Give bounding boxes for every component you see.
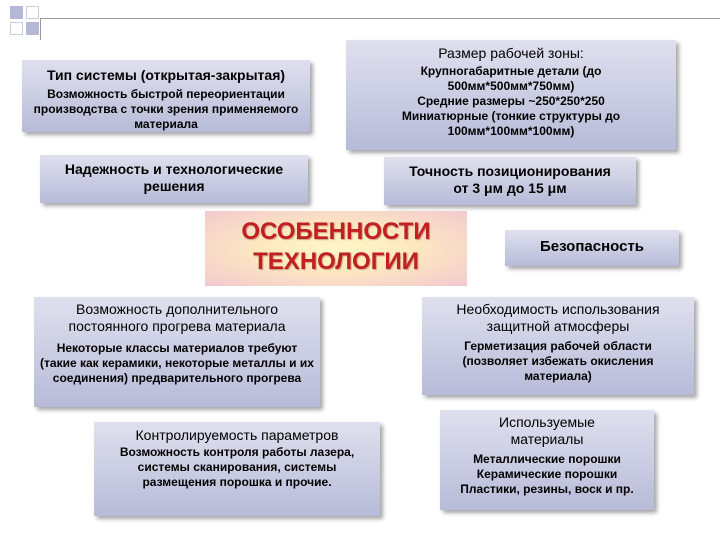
box-system-type <box>22 60 310 132</box>
box-line: Керамические порошки <box>476 467 618 481</box>
box-line: Миниатюрные (тонкие структуры до 100мм*100мм*100мм) <box>401 109 621 138</box>
center-title-line: ОСОБЕННОСТИ <box>241 218 431 245</box>
box-reliability <box>40 155 308 203</box>
box-title: Возможность дополнительного постоянного прогрева материала <box>68 301 286 334</box>
decor-square <box>26 22 39 35</box>
box-work-zone <box>346 40 676 150</box>
box-title: Размер рабочей зоны: <box>438 45 584 61</box>
box-line: Металлические порошки <box>473 452 621 466</box>
box-title: Точность позиционирования от 3 μм до 15 μм <box>409 163 611 196</box>
box-title: Безопасность <box>539 238 645 255</box>
box-control <box>94 422 380 516</box>
box-title: Контролируемость параметров <box>135 427 339 443</box>
box-line: Пластики, резины, воск и пр. <box>460 482 634 496</box>
decor-square <box>10 22 23 35</box>
box-materials <box>440 410 654 510</box>
box-line: Крупногабаритные детали (до 500мм*500мм*750мм) <box>420 64 602 93</box>
box-safety <box>505 230 679 266</box>
box-atmosphere <box>422 297 694 395</box>
box-description: Герметизация рабочей области (позволяет избежать окисления материала) <box>462 339 654 383</box>
center-title-line: ТЕХНОЛОГИИ <box>253 248 419 275</box>
box-title: Надежность и технологические решения <box>64 161 284 194</box>
box-description: Некоторые классы материалов требуют (такие как керамики, некоторые металлы и их соединения) предварительного прогрева <box>40 341 314 385</box>
box-title: Используемые материалы <box>499 414 595 447</box>
box-description: Возможность контроля работы лазера, системы сканирования, системы размещения порошка и прочие. <box>119 445 355 489</box>
box-title: Тип системы (открытая-закрытая) <box>46 67 286 83</box>
box-description: Возможность быстрой переориентации производства с точки зрения применяемого материала <box>33 87 299 131</box>
decor-square <box>26 6 39 19</box>
decor-line <box>40 18 41 40</box>
box-line: Средние размеры ~250*250*250 <box>417 94 605 108</box>
center-title <box>205 211 467 286</box>
box-positioning <box>384 157 636 205</box>
decor-line <box>40 18 720 19</box>
box-title: Необходимость использования защитной атмосферы <box>456 301 660 334</box>
box-preheat <box>34 297 320 407</box>
decor-square <box>10 6 23 19</box>
